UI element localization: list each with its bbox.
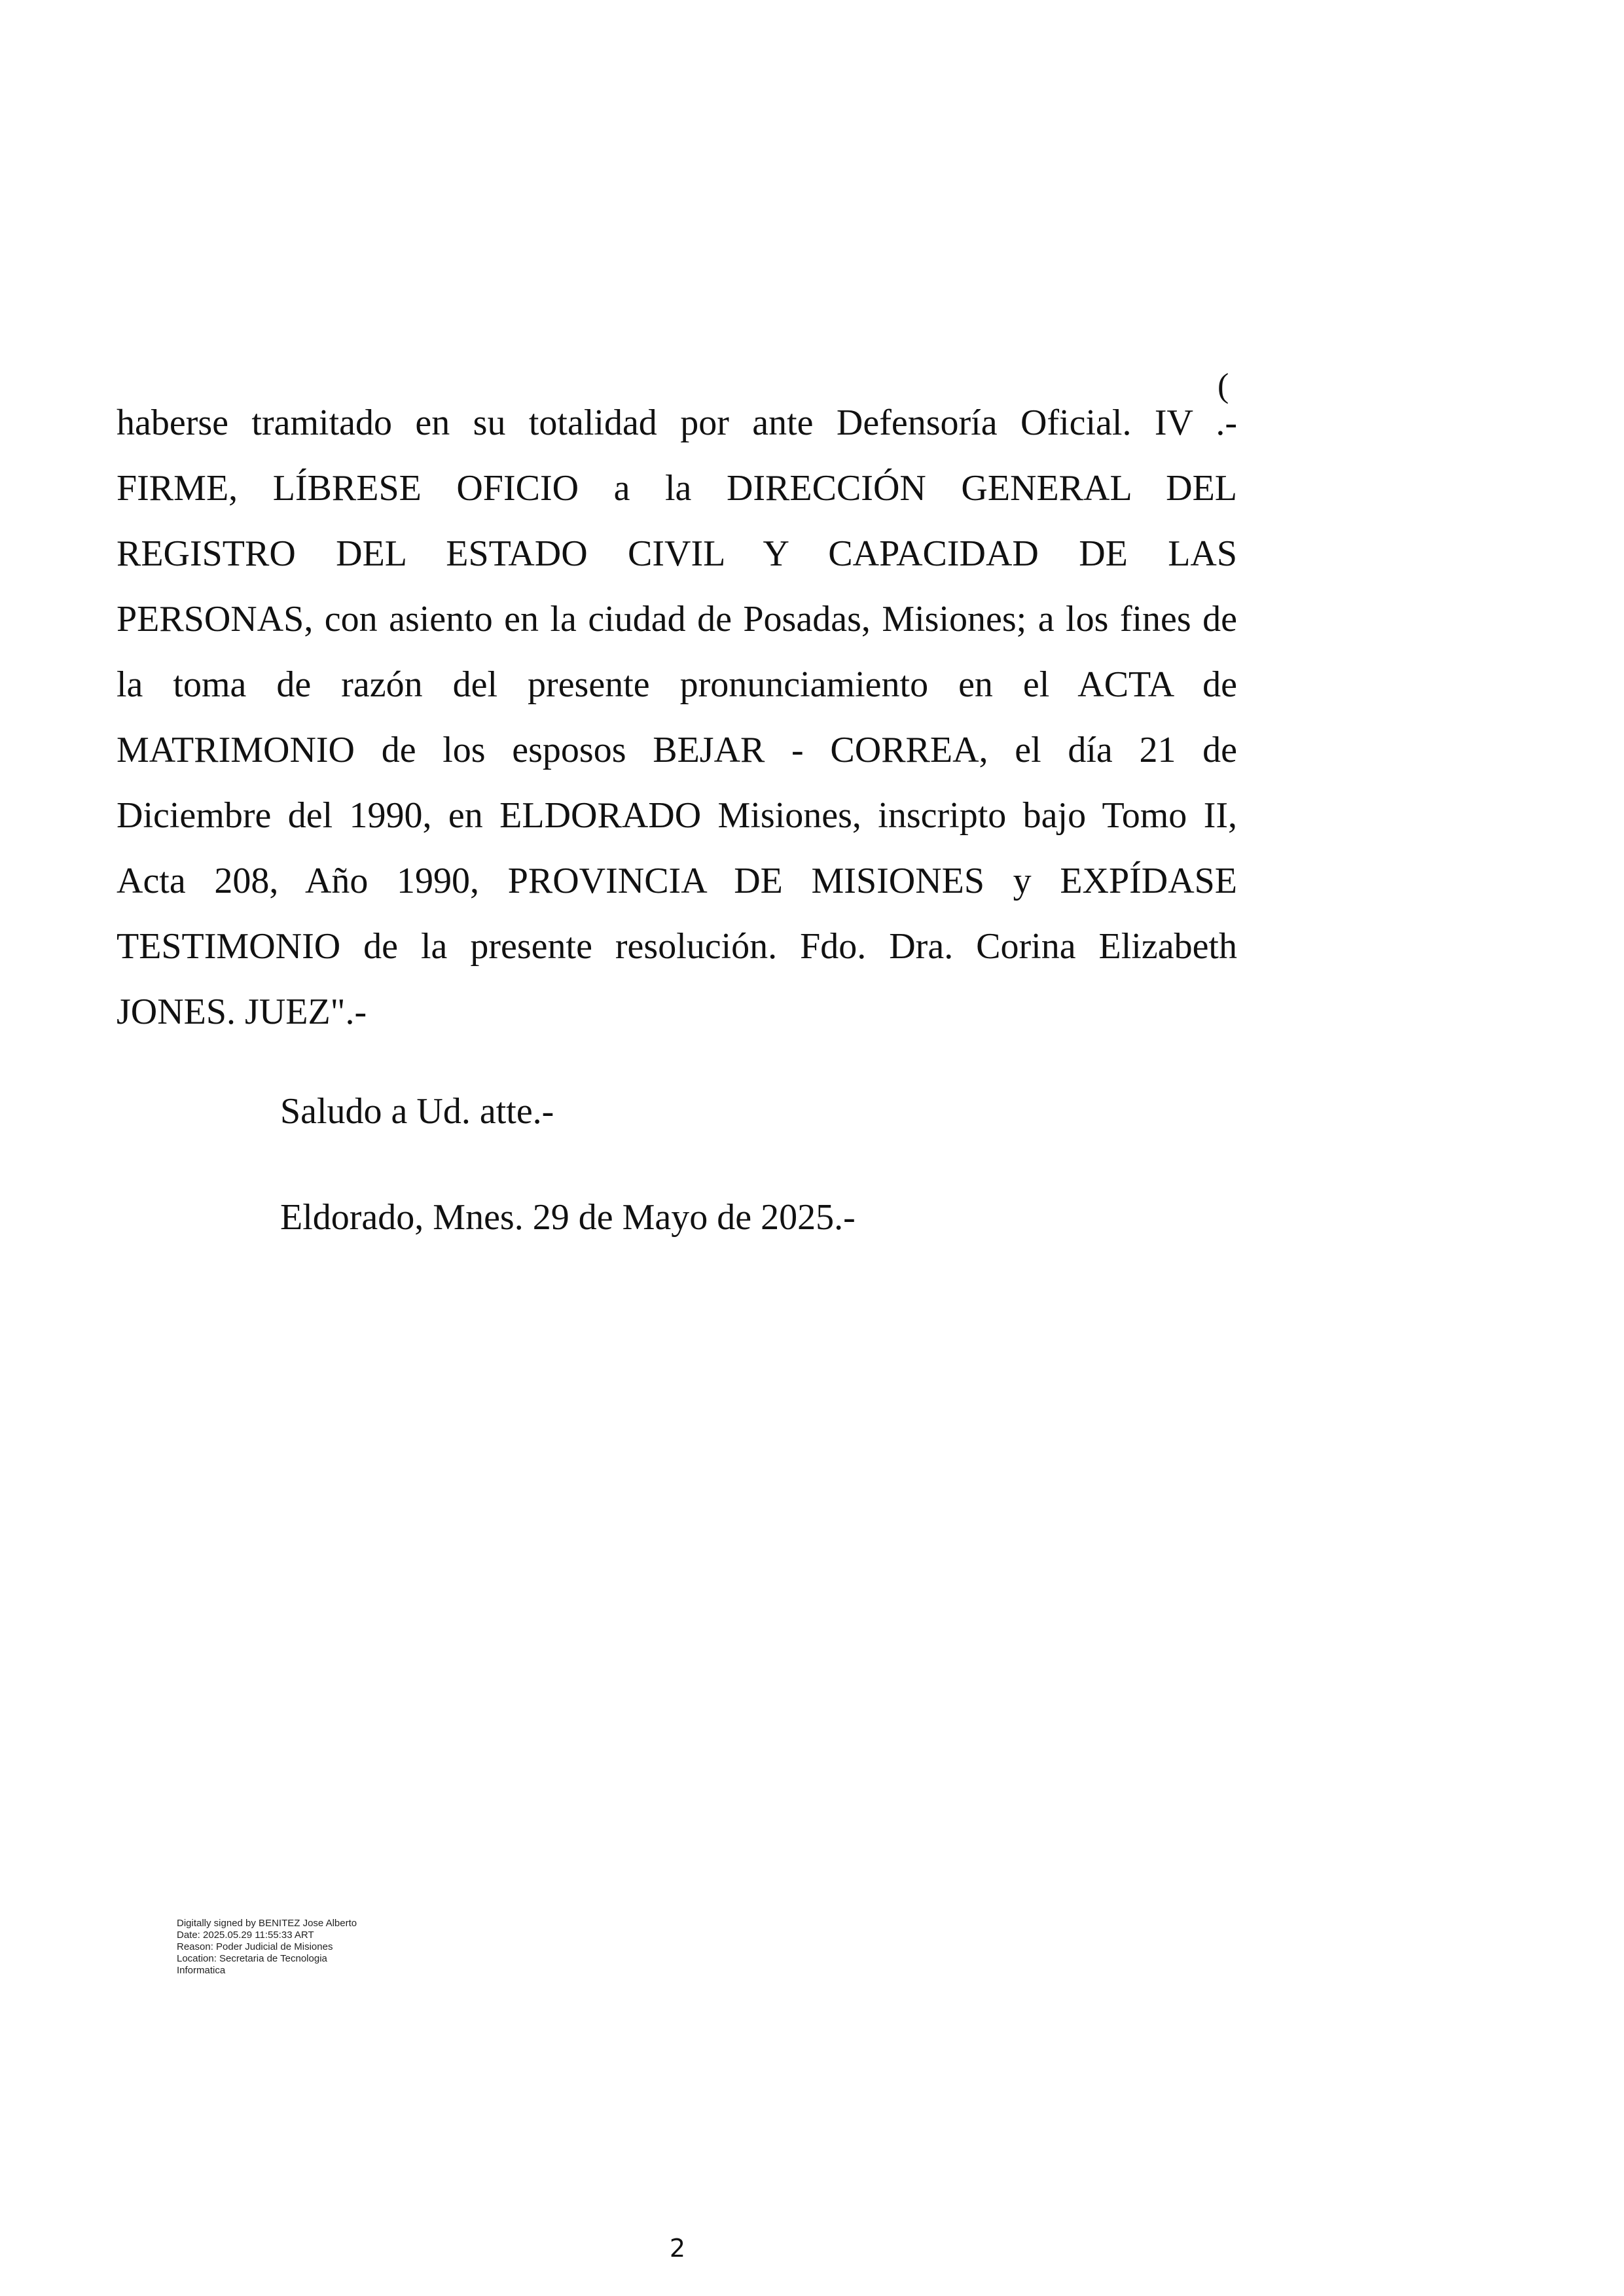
signature-line: Digitally signed by BENITEZ Jose Alberto (177, 1918, 357, 1929)
body-line: Acta 208, Año 1990, PROVINCIA DE MISIONES y EXPÍDASE (117, 861, 1237, 901)
body-line: REGISTRO DEL ESTADO CIVIL Y CAPACIDAD DE LAS (117, 533, 1237, 574)
body-line: FIRME, LÍBRESE OFICIO a la DIRECCIÓN GENERAL DEL (117, 468, 1237, 509)
body-line: PERSONAS, con asiento en la ciudad de Posadas, Misiones; a los fines de (117, 599, 1237, 639)
handwritten-mark-icon: ( (1218, 367, 1229, 404)
body-line: JONES. JUEZ".- (117, 992, 367, 1032)
body-line: la toma de razón del presente pronunciamiento en el ACTA de (117, 664, 1237, 705)
signature-line: Location: Secretaria de Tecnologia (177, 1953, 327, 1964)
signature-line: Date: 2025.05.29 11:55:33 ART (177, 1929, 314, 1941)
digital-signature-block (177, 1918, 635, 1977)
closing-greeting: Saludo a Ud. atte.- (280, 1091, 554, 1132)
body-line: haberse tramitado en su totalidad por ante Defensoría Oficial. IV .- (117, 403, 1237, 443)
body-line: TESTIMONIO de la presente resolución. Fdo. Dra. Corina Elizabeth (117, 926, 1237, 967)
resolution-body-text (117, 390, 1237, 1045)
body-line: MATRIMONIO de los esposos BEJAR - CORREA, el día 21 de (117, 730, 1237, 770)
signature-line: Informatica (177, 1965, 226, 1976)
body-line: Diciembre del 1990, en ELDORADO Misiones, inscripto bajo Tomo II, (117, 795, 1237, 836)
page-number: 2 (669, 2234, 686, 2263)
place-and-date: Eldorado, Mnes. 29 de Mayo de 2025.- (280, 1197, 856, 1238)
signature-line: Reason: Poder Judicial de Misiones (177, 1941, 333, 1952)
